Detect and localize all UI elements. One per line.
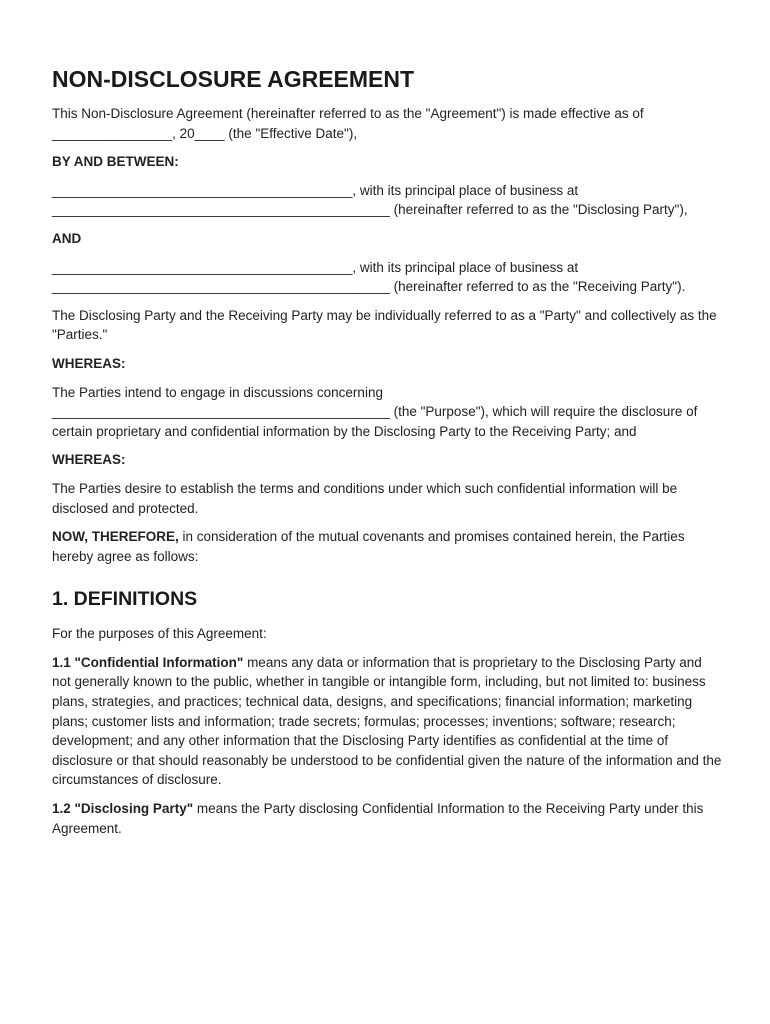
now-therefore-paragraph [52, 527, 724, 566]
intro-paragraph: This Non-Disclosure Agreement (hereinafter referred to as the "Agreement") is made effective as of ________________, 20____ (the "Effective Date"), [52, 106, 644, 141]
document-page [52, 64, 724, 847]
between-label: BY AND BETWEEN: [52, 154, 179, 170]
definition-1-2 [52, 799, 724, 838]
receiving-party-block: ________________________________________, with its principal place of business at _____________________________________________ (hereinafter referred to as the "Receiving Party"). [52, 259, 686, 295]
definition-1-2-term: 1.2 "Disclosing Party" [52, 801, 194, 817]
definition-1-2-text: means the Party disclosing Confidential Information to the Receiving Party under this Agreement. [52, 801, 704, 836]
section-1-intro: For the purposes of this Agreement: [52, 626, 267, 642]
now-therefore-text: in consideration of the mutual covenants and promises contained herein, the Parties hereby agree as follows: [52, 529, 685, 564]
whereas-label-2: WHEREAS: [52, 452, 126, 468]
definition-1-1-term: 1.1 "Confidential Information" [52, 654, 244, 670]
section-1-heading: 1. DEFINITIONS [52, 588, 198, 611]
disclosing-party-block: ________________________________________, with its principal place of business at _____________________________________________ (hereinafter referred to as the "Disclosing Party"), [52, 182, 688, 218]
document-title: NON-DISCLOSURE AGREEMENT [52, 66, 415, 92]
definition-1-1 [52, 653, 724, 790]
and-label: AND [52, 230, 82, 246]
definition-1-1-text: means any data or information that is proprietary to the Disclosing Party and not generally known to the public, whether in tangible or intangible form, including, but not limited to: business plans, strategies, and practices; technical data, designs, and specifications; financial information; marketing plans; customer lists and information; trade secrets; formulas; processes; inventions; software; research; development; and any other information that the Disclosing Party identifies as confidential at the time of disclosure or that should reasonably be understood to be confidential given the nature of the information and the circumstances of disclosure. [52, 654, 722, 788]
whereas-text-2: The Parties desire to establish the terms and conditions under which such confidential information will be disclosed and protected. [52, 480, 678, 516]
whereas-label-1: WHEREAS: [52, 355, 126, 371]
whereas-text-1: The Parties intend to engage in discussions concerning _____________________________________________ (the "Purpose"), which will require the disclosure of certain proprietary and confidential information by the Disclosing Party to the Receiving Party; and [52, 384, 698, 439]
now-therefore-lead: NOW, THEREFORE, [52, 529, 179, 545]
parties-definition: The Disclosing Party and the Receiving Party may be individually referred to as a "Party" and collectively as the "Parties." [52, 307, 717, 343]
